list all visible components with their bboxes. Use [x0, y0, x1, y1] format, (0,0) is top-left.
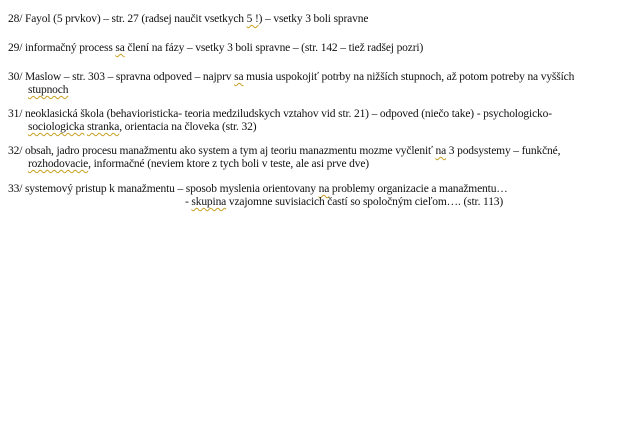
- spellcheck-flagged-word: stranka: [87, 121, 120, 133]
- item-continuation-line: [8, 158, 614, 171]
- spellcheck-flagged-word: sa: [234, 71, 244, 83]
- text-segment: problemy organizacie a manažmentu…: [329, 183, 508, 195]
- answer-item-31: [8, 108, 614, 134]
- item-line: [8, 71, 614, 84]
- item-line: [8, 145, 614, 158]
- text-segment: 28/ Fayol (5 prvkov) – str. 27 (radsej naučit vsetkych: [8, 13, 247, 25]
- text-segment: 30/ Maslow – str. 303 – spravna odpoved – najprv: [8, 71, 235, 83]
- text-segment: , informačné (neviem ktore z tych boli v teste, ale asi prve dve): [88, 158, 369, 170]
- text-segment: , orientacia na človeka (str. 32): [119, 121, 257, 133]
- answer-item-28: [8, 13, 614, 26]
- text-segment: 31/ neoklasická škola (behavioristicka- teoria medziludskych vztahov vid str. 21) – odpoved (niečo take) - psychologicko-: [8, 108, 552, 120]
- text-segment: 3 podsystemy – funkčné,: [446, 145, 561, 157]
- spellcheck-flagged-word: 5 !: [246, 13, 259, 25]
- item-continuation-line: [8, 84, 614, 97]
- item-line: [8, 108, 614, 121]
- item-line: [8, 13, 614, 26]
- spellcheck-flagged-word: skupina: [191, 196, 227, 208]
- spellcheck-flagged-word: sa: [115, 42, 125, 54]
- answer-item-32: [8, 145, 614, 171]
- item-line: [8, 183, 614, 196]
- text-segment: ) – vsetky 3 boli spravne: [258, 13, 369, 25]
- text-segment: 33/ systemový pristup k manažmentu – sposob myslenia orientovany: [8, 183, 319, 195]
- spellcheck-flagged-word: stupnoch: [28, 84, 69, 96]
- answer-item-33: [8, 183, 614, 209]
- text-segment: 29/ informačný process: [8, 42, 116, 54]
- item-continuation-line: [8, 121, 614, 134]
- item-continuation-line: [8, 196, 614, 209]
- spellcheck-flagged-word: rozhodovacie: [28, 158, 89, 170]
- answer-item-29: [8, 42, 614, 55]
- document-body: [8, 13, 614, 209]
- text-segment: musia uspokojiť potrby na nižších stupnoch, až potom potreby na vyšších: [243, 71, 575, 83]
- text-segment: 32/ obsah, jadro procesu manažmentu ako system a tym aj teoriu manazmentu mozme vyčleniť: [8, 145, 436, 157]
- text-segment: člení na fázy – vsetky 3 boli spravne – (str. 142 – tiež radšej pozri): [124, 42, 424, 54]
- spellcheck-flagged-word: na: [318, 183, 330, 195]
- spellcheck-flagged-word: na: [435, 145, 447, 157]
- text-segment: -: [185, 196, 192, 208]
- answer-item-30: [8, 71, 614, 97]
- item-line: [8, 42, 614, 55]
- text-segment: vzajomne suvisiacich častí so spoločným cieľom…. (str. 113): [226, 196, 504, 208]
- spellcheck-flagged-word: sociologicka: [28, 121, 85, 133]
